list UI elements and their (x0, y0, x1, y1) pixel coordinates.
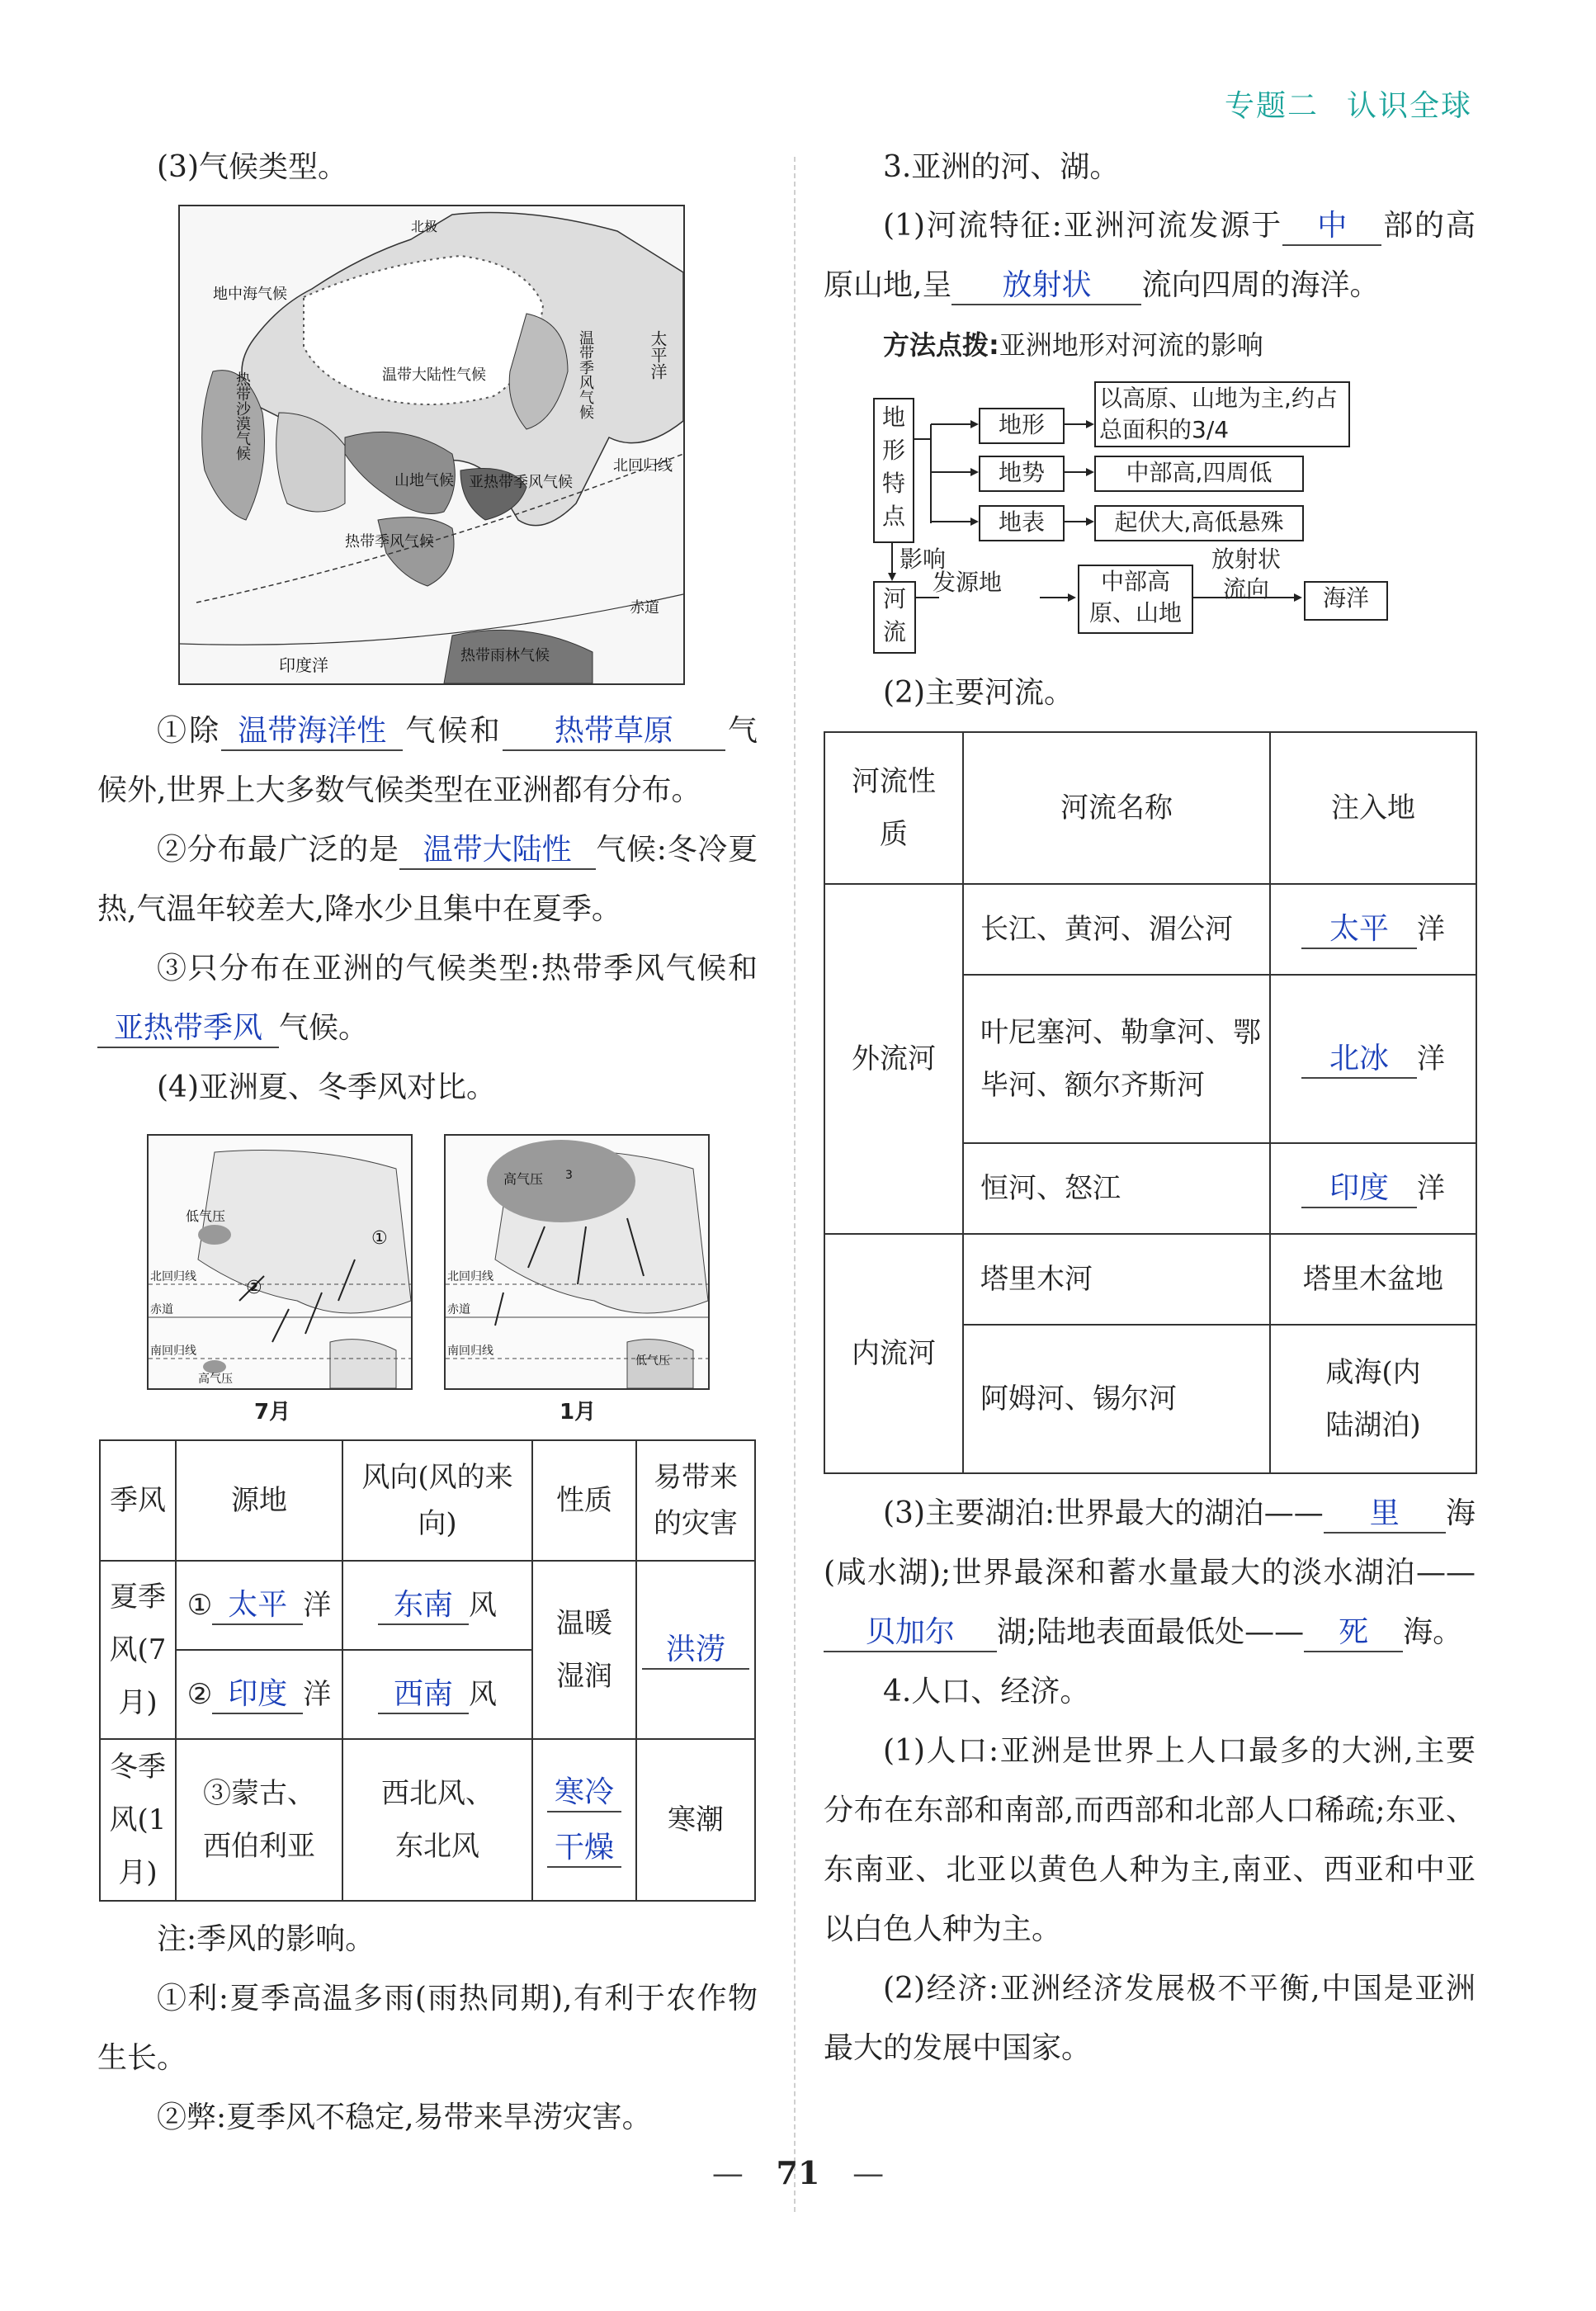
label-mediterranean: 地中海气候 (213, 286, 287, 303)
destination-cell: 太平 洋 (1270, 884, 1476, 975)
label-highland: 山地气候 (394, 472, 454, 489)
population-paragraph: (1)人口:亚洲是世界上人口最多的大洲,主要分布在东部和南部,而西部和北部人口稀疏;东亚、东南亚、北亚以黄色人种为主,南亚、西亚和中亚以白色人种为主。 (824, 1734, 1476, 1946)
note-2: ②弊:夏季风不稳定,易带来旱涝灾害。 (157, 2101, 652, 2134)
monsoon-heading: (4)亚洲夏、冬季风对比。 (157, 1070, 496, 1104)
answer-q3-a1: 亚热带季风 (97, 1010, 279, 1048)
climate-q3: ③只分布在亚洲的气候类型:热带季风气候和亚热带季风 气候。 (97, 939, 758, 1058)
slope-box: 地势 (979, 456, 1065, 492)
monsoon-table (99, 1439, 756, 1902)
label-polar: 北极 (411, 219, 438, 234)
winter-nature: 寒冷 干燥 (532, 1739, 636, 1901)
river-name-cell: 恒河、怒江 (963, 1143, 1270, 1234)
climate-q1: ①除 温带海洋性 气候和 热带草原 气候外,世界上大多数气候类型在亚洲都有分布。 (97, 714, 758, 807)
jan-tropic-n: 北回归线 (447, 1270, 493, 1283)
label-subtropical-monsoon: 亚热带季风气候 (469, 474, 573, 491)
summer-direction-1: 东南 风 (342, 1561, 532, 1650)
label-indian: 印度洋 (279, 655, 328, 675)
july-low-label: 低气压 (186, 1208, 226, 1224)
terrain-char-box: 地形特点 (873, 398, 914, 543)
label-pacific: 太平洋 (648, 330, 668, 380)
page-header (1225, 83, 1472, 125)
river-name-cell: 塔里木河 (963, 1234, 1270, 1325)
july-marker-2: ② (246, 1278, 262, 1298)
label-temperate-monsoon: 温带季风气候 (577, 330, 594, 419)
table-row (824, 1234, 1476, 1325)
source-desc-box: 中部高原、山地 (1078, 565, 1193, 634)
ocean-box: 海洋 (1304, 581, 1388, 621)
july-high-label: 高气压 (198, 1373, 233, 1386)
main-rivers-heading: (2)主要河流。 (883, 676, 1074, 710)
source-label: 发源地 (933, 569, 1003, 596)
header-title: 认识全球 (1346, 89, 1472, 123)
answer-q1-a1: 温带海洋性 (221, 713, 403, 751)
th-destination: 注入地 (1270, 732, 1476, 884)
label-equator: 赤道 (630, 599, 659, 617)
monsoon-maps (97, 1122, 758, 1436)
th-source: 源地 (176, 1440, 342, 1561)
river-features: (1)河流特征:亚洲河流发源于 中 部的高原山地,呈 放射状 流向四周的海洋。 (824, 196, 1476, 315)
surface-box: 地表 (979, 505, 1065, 541)
january-caption: 1月 (560, 1400, 597, 1425)
river-table (824, 731, 1477, 1474)
summer-source-1: ① 太平 洋 (176, 1561, 342, 1650)
summer-monsoon-name: 夏季风(7月) (100, 1561, 176, 1739)
right-column (824, 139, 1476, 2078)
destination-cell: 印度 洋 (1270, 1143, 1476, 1234)
winter-disaster: 寒潮 (636, 1739, 755, 1901)
destination-cell: 塔里木盆地 (1270, 1234, 1476, 1325)
note-1: ①利:夏季高温多雨(雨热同期),有利于农作物生长。 (97, 1982, 758, 2075)
asia-climate-map (178, 205, 685, 685)
river-box: 河流 (873, 581, 916, 654)
slope-desc-box: 中部高,四周低 (1094, 456, 1304, 492)
section3-heading: 3.亚洲的河、湖。 (883, 150, 1120, 184)
economy-paragraph: (2)经济:亚洲经济发展极不平衡,中国是亚洲最大的发展中国家。 (824, 1972, 1476, 2065)
radial-label: 放射状流向 (1211, 546, 1281, 603)
winter-monsoon-name: 冬季风(1月) (100, 1739, 176, 1901)
surface-desc-box: 起伏大,高低悬殊 (1094, 505, 1304, 541)
destination-cell: 咸海(内陆湖泊) (1270, 1325, 1476, 1473)
jan-tropic-s: 南回归线 (447, 1345, 493, 1358)
th-nature: 性质 (532, 1440, 636, 1561)
answer-q1-a2: 热带草原 (503, 713, 725, 751)
column-divider (794, 157, 796, 2212)
answer-r1-a2: 放射状 (951, 267, 1141, 305)
river-name-cell: 叶尼塞河、勒拿河、鄂毕河、额尔齐斯河 (963, 975, 1270, 1143)
july-marker-1: ① (371, 1228, 388, 1249)
label-tropical-desert: 热带沙漠气候 (234, 371, 251, 461)
answer-r3-a1: 里 (1324, 1496, 1446, 1534)
note-heading: 注:季风的影响。 (157, 1922, 375, 1956)
answer-r3-a3: 死 (1304, 1614, 1403, 1652)
section4-heading: 4.人口、经济。 (883, 1675, 1090, 1708)
page-number: — 71 — (711, 2154, 885, 2191)
label-temperate-continental: 温带大陆性气候 (382, 366, 486, 384)
method-tip: 方法点拨:亚洲地形对河流的影响 (883, 329, 1263, 361)
july-wind-map (147, 1134, 413, 1390)
th-disaster: 易带来的灾害 (636, 1440, 755, 1561)
terrain-desc-box: 以高原、山地为主,约占总面积的3/4 (1094, 381, 1350, 447)
july-caption: 7月 (254, 1400, 291, 1425)
th-river-name: 河流名称 (963, 732, 1270, 884)
summer-source-2: ② 印度 洋 (176, 1650, 342, 1739)
th-direction: 风向(风的来向) (342, 1440, 532, 1561)
label-tropical-monsoon: 热带季风气候 (345, 533, 434, 551)
winter-source: ③蒙古、西伯利亚 (176, 1739, 342, 1901)
jan-high-label: 高气压 (503, 1171, 544, 1187)
label-tropic-cancer: 北回归线 (613, 457, 673, 475)
river-name-cell: 长江、黄河、湄公河 (963, 884, 1270, 975)
inflow-label: 内流河 (824, 1234, 963, 1473)
jan-equator: 赤道 (447, 1303, 470, 1316)
outflow-label: 外流河 (824, 884, 963, 1234)
july-tropic-s: 南回归线 (150, 1345, 196, 1358)
lakes-paragraph: (3)主要湖泊:世界最大的湖泊—— 里 海(咸水湖);世界最深和蓄水量最大的淡水湖泊——贝加尔 湖;陆地表面最低处—— 死 海。 (824, 1484, 1476, 1662)
july-tropic-n: 北回归线 (150, 1270, 196, 1283)
destination-cell: 北冰 洋 (1270, 975, 1476, 1143)
left-column (97, 139, 758, 2148)
terrain-box: 地形 (979, 408, 1065, 444)
river-flowchart (824, 375, 1476, 664)
july-equator: 赤道 (150, 1303, 173, 1316)
river-name-cell: 阿姆河、锡尔河 (963, 1325, 1270, 1473)
jan-high-number: 3 (565, 1169, 573, 1182)
summer-disaster: 洪涝 (636, 1561, 755, 1739)
influence-label: 影响 (900, 546, 947, 573)
climate-q2: ②分布最广泛的是 温带大陆性 气候:冬冷夏热,气温年较差大,降水少且集中在夏季。 (97, 833, 758, 926)
answer-r1-a1: 中 (1282, 208, 1381, 246)
jan-low-label: 低气压 (635, 1354, 670, 1368)
answer-r3-a2: 贝加尔 (824, 1614, 997, 1652)
th-river-nature: 河流性质 (824, 732, 963, 884)
th-monsoon: 季风 (100, 1440, 176, 1561)
label-tropical-rainforest: 热带雨林气候 (460, 647, 550, 664)
climate-heading: (3)气候类型。 (157, 150, 347, 184)
header-topic: 专题二 (1224, 89, 1319, 123)
table-row (824, 884, 1476, 975)
answer-q2-a1: 温带大陆性 (399, 832, 596, 870)
january-wind-map (444, 1134, 710, 1390)
summer-direction-2: 西南 风 (342, 1650, 532, 1739)
summer-nature: 温暖湿润 (532, 1561, 636, 1739)
winter-direction: 西北风、东北风 (342, 1739, 532, 1901)
